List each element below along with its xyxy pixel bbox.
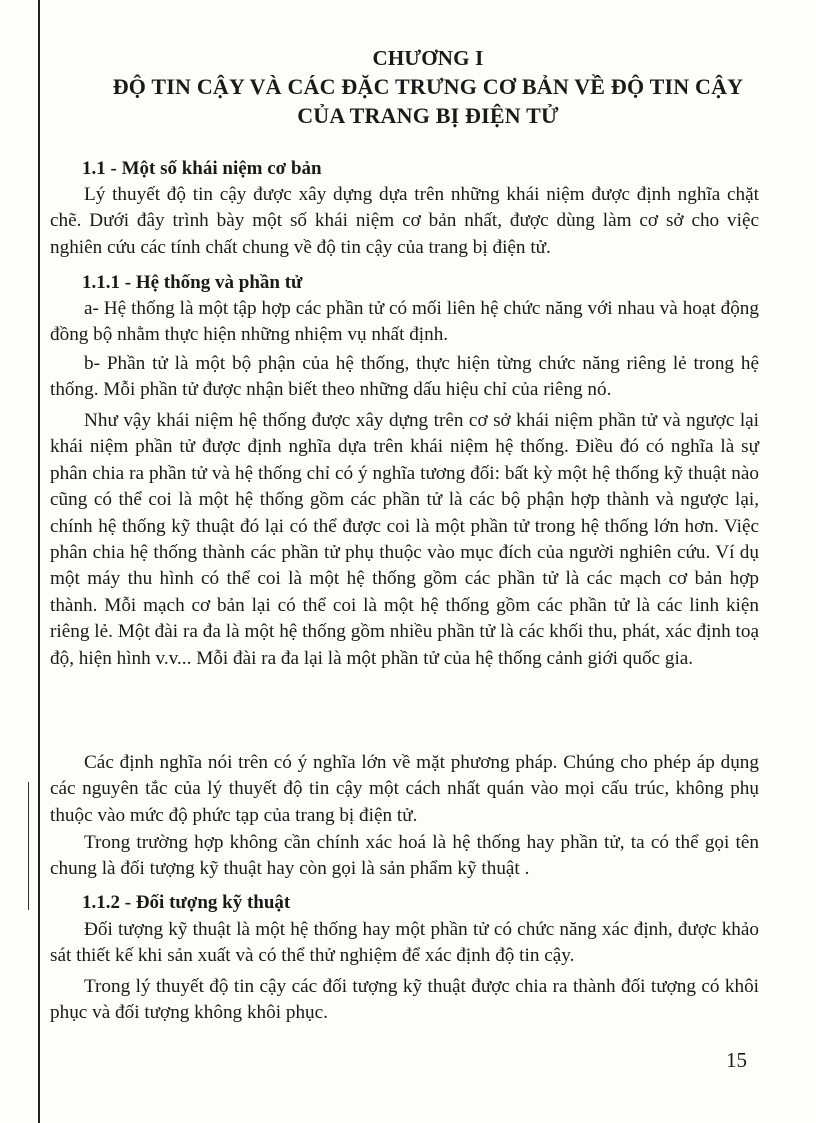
section-heading-1-1: 1.1 - Một số khái niệm cơ bản	[82, 158, 322, 179]
chapter-title-line-2: CỦA TRANG BỊ ĐIỆN TỬ	[297, 103, 559, 128]
section-heading-1-1-2: 1.1.2 - Đối tượng kỹ thuật	[82, 892, 291, 913]
chapter-title-line-1: ĐỘ TIN CẬY VÀ CÁC ĐẶC TRƯNG CƠ BẢN VỀ ĐỘ TIN CẬY	[112, 74, 744, 99]
binding-edge-line	[38, 0, 40, 1123]
page-number: 15	[726, 1048, 747, 1072]
margin-mark	[28, 782, 29, 910]
paragraph-technical-object-naming: Trong trường hợp không cần chính xác hoá là hệ thống hay phần tử, ta có thể gọi tên chung là đối tượng kỹ thuật hay còn gọi là sản phẩm kỹ thuật .	[50, 832, 759, 880]
chapter-label: CHƯƠNG I	[372, 46, 484, 70]
paragraph-system-definition: a- Hệ thống là một tập hợp các phần tử có mối liên hệ chức năng với nhau và hoạt động đồng bộ nhằm thực hiện những nhiệm vụ nhất định.	[50, 298, 759, 346]
paragraph-object-classification: Trong lý thuyết độ tin cậy các đối tượng kỹ thuật được chia ra thành đối tượng có khôi phục và đối tượng không khôi phục.	[50, 976, 759, 1024]
paragraph-technical-object-definition: Đối tượng kỹ thuật là một hệ thống hay một phần tử có chức năng xác định, được khảo sát thiết kế khi sản xuất và có thể thử nghiệm để xác định độ tin cậy.	[50, 919, 759, 967]
paragraph-element-definition: b- Phần tử là một bộ phận của hệ thống, thực hiện từng chức năng riêng lẻ trong hệ thống. Mỗi phần tử được nhận biết theo những dấu hiệu chỉ của riêng nó.	[50, 353, 759, 401]
section-heading-1-1-1: 1.1.1 - Hệ thống và phần tử	[82, 272, 303, 293]
paragraph-system-element-relation: Như vậy khái niệm hệ thống được xây dựng trên cơ sở khái niệm phần tử và ngược lại khái niệm phần tử được định nghĩa dựa trên khái niệm hệ thống. Điều đó có nghĩa là sự phân chia ra phần tử và hệ thống chỉ có ý nghĩa tương đối: bất kỳ một hệ thống kỹ thuật nào cũng có thể coi là một hệ thống gồm các phần tử là các bộ phận hợp thành và ngược lại, chính hệ thống kỹ thuật đó lại có thể được coi là một phần tử trong hệ thống lớn hơn. Việc phân chia hệ thống thành các phần tử phụ thuộc vào mục đích của người nghiên cứu. Ví dụ một máy thu hình có thể coi là một hệ thống gồm các phần tử là các mạch cơ bản hợp thành. Mỗi mạch cơ bản lại có thể coi là một hệ thống gồm các phần tử là các linh kiện riêng lẻ. Một đài ra đa là một hệ thống gồm nhiều phần tử là các khối thu, phát, xác định toạ độ, hiện hình v.v... Mỗi đài ra đa lại là một phần tử của hệ thống cảnh giới quốc gia.	[50, 410, 759, 669]
paragraph-methodology: Các định nghĩa nói trên có ý nghĩa lớn về mặt phương pháp. Chúng cho phép áp dụng các nguyên tắc của lý thuyết độ tin cậy một cách nhất quán vào mọi cấu trúc, không phụ thuộc vào mức độ phức tạp của trang bị điện tử.	[50, 752, 759, 826]
paragraph-intro: Lý thuyết độ tin cậy được xây dựng dựa trên những khái niệm được định nghĩa chặt chẽ. Dưới đây trình bày một số khái niệm cơ bản nhất, được dùng làm cơ sở cho việc nghiên cứu các tính chất chung về độ tin cậy của trang bị điện tử.	[50, 184, 759, 258]
